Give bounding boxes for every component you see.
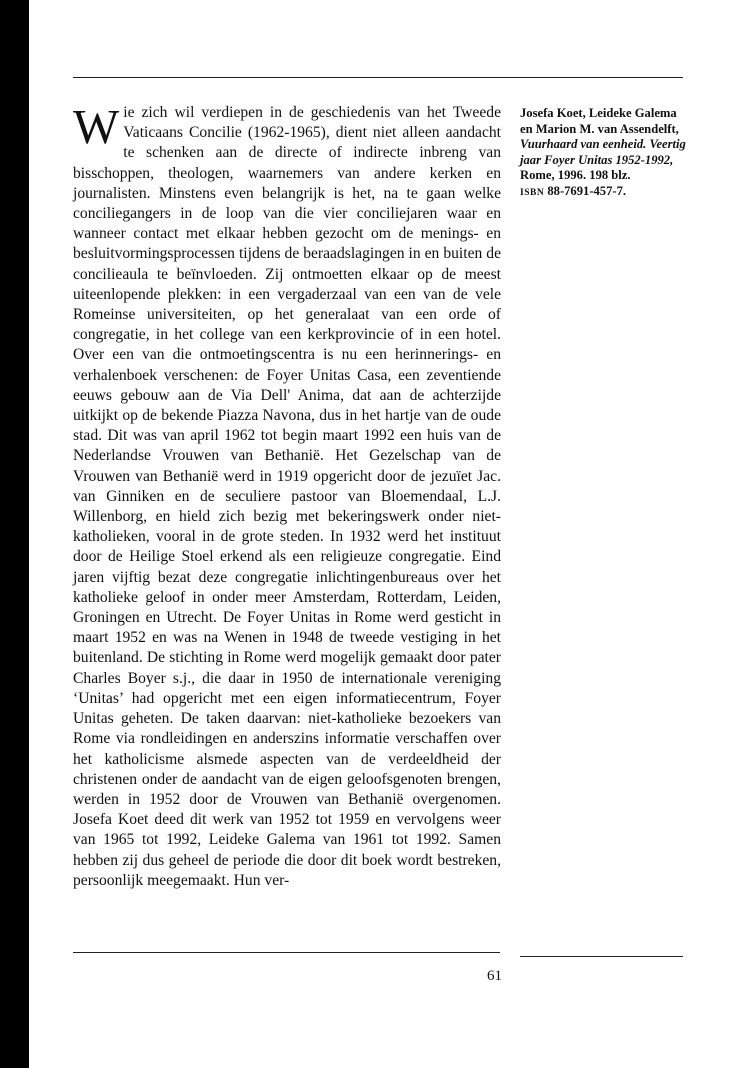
isbn-number: 88-7691-457-7. [547,183,627,198]
book-authors: Josefa Koet, Leideke Galema en Marion M. van Assendelft, [520,106,679,136]
bottom-rule-sidebar [520,956,683,957]
bottom-rule-main [73,952,500,953]
drop-cap: W [73,99,120,154]
top-rule [73,77,683,78]
isbn-label: ISBN [520,187,545,198]
main-body-text: ie zich wil verdiepen in de geschiedenis van het Tweede Vaticaans Concilie (1962-1965), dient niet alleen aandacht te schenken aan de directe of indirecte inbreng van bisschoppen, theologen, waarnemers van andere kerken en journalisten. Minstens even belangrijk is het, na te gaan welke conciliegangers in de loop van die vier conciliejaren waar en wanneer contact met elkaar hebben gezocht om de menings- en besluitvormingsprocessen tijdens de beraadslagingen in en buiten de concilieaula te beïnvloeden. Zij ontmoetten elkaar op de meest uiteenlopende plekken: in een vergaderzaal van een van de vele Romeinse universiteiten, op het generalaat van een orde of congregatie, in het college van een kerkprovincie of in een hotel. Over een van die ontmoetingscentra is nu een herinnerings- en verhalenboek verschenen: de Foyer Unitas Casa, een zeventiende eeuws gebouw aan de Via Dell' Anima, dat aan de achterzijde uitkijkt op de bekende Piazza Navona, dus in het hartje van de oude stad. Dit was van april 1962 tot begin maart 1992 een huis van de Nederlandse Vrouwen van Bethanië. Het Gezelschap van de Vrouwen van Bethanië werd in 1919 opgericht door de jezuïet Jac. van Ginniken en de seculiere pastoor van Bloemendaal, L.J. Willenborg, en hield zich bezig met bekeringswerk onder niet-katholieken, vooral in de grote steden. In 1932 werd het instituut door de Heilige Stoel erkend als een religieuze congregatie. Eind jaren vijftig bezat deze congregatie inlichtingenbureaus over het katholieke geloof in onder meer Amsterdam, Rotterdam, Leiden, Groningen en Utrecht. De Foyer Unitas in Rome werd gesticht in maart 1952 en was na Wenen in 1948 de tweede vestiging in het buitenland. De stichting in Rome werd mogelijk gemaakt door pater Charles Boyer s.j., die daar in 1950 de internationale vereniging ‘Unitas’ had opgericht met een eigen informatiecentrum, Foyer Unitas geheten. De taken daarvan: niet-katholieke bezoekers van Rome via rondleidingen en anderszins informatie verschaffen over het katholicisme alsmede aspecten van de verdeeldheid der christenen onder de aandacht van de eigen geloofsgenoten brengen, werden in 1952 door de Vrouwen van Bethanië overgenomen. Josefa Koet deed dit werk van 1952 tot 1959 en vervolgens weer van 1965 tot 1992, Leideke Galema van 1961 tot 1992. Samen hebben zij dus geheel de periode die door dit boek wordt bestreken, persoonlijk meegemaakt. Hun ver- [73,104,501,889]
book-year-pages: 1996. 198 blz. [557,168,631,183]
main-text-column [73,99,501,891]
book-publisher-place: Rome, [520,168,555,183]
scan-edge-bar [0,0,29,1068]
page-number: 61 [487,968,502,984]
book-reference-sidebar [520,106,688,202]
book-title: Vuurhaard van eenheid. Veertig jaar Foyer Unitas 1952-1992, [520,137,686,167]
